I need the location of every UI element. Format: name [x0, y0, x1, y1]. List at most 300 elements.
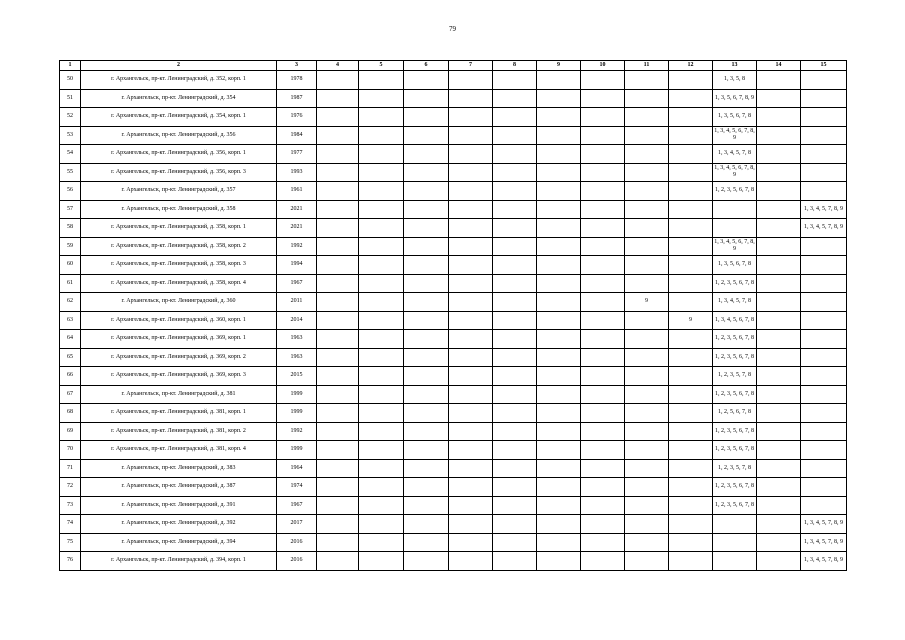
column-13-cell	[713, 515, 757, 534]
empty-cell	[449, 182, 493, 201]
year-cell: 2014	[277, 311, 317, 330]
empty-cell	[581, 552, 625, 571]
empty-cell	[493, 496, 537, 515]
empty-cell	[359, 533, 404, 552]
column-13-cell: 1, 2, 3, 5, 6, 7, 8	[713, 348, 757, 367]
empty-cell	[537, 422, 581, 441]
column-11-cell	[625, 256, 669, 275]
empty-cell	[581, 182, 625, 201]
empty-cell	[317, 182, 359, 201]
column-15-cell: 1, 3, 4, 5, 7, 8, 9	[801, 533, 847, 552]
empty-cell	[404, 163, 449, 182]
empty-cell	[359, 256, 404, 275]
empty-cell	[449, 126, 493, 145]
empty-cell	[449, 367, 493, 386]
empty-cell	[757, 478, 801, 497]
empty-cell	[449, 385, 493, 404]
empty-cell	[757, 348, 801, 367]
address-cell: г. Архангельск, пр-кт. Ленинградский, д. 356, корп. 3	[81, 163, 277, 182]
row-number-cell: 55	[60, 163, 81, 182]
empty-cell	[317, 274, 359, 293]
empty-cell	[359, 237, 404, 256]
empty-cell	[757, 126, 801, 145]
empty-cell	[757, 256, 801, 275]
empty-cell	[537, 126, 581, 145]
empty-cell	[449, 478, 493, 497]
empty-cell	[581, 200, 625, 219]
year-cell: 2015	[277, 367, 317, 386]
empty-cell	[404, 71, 449, 90]
empty-cell	[493, 89, 537, 108]
column-12-cell	[669, 108, 713, 127]
row-number-cell: 51	[60, 89, 81, 108]
table-row	[60, 533, 847, 552]
empty-cell	[537, 274, 581, 293]
column-header-9: 9	[537, 61, 581, 71]
column-15-cell	[801, 348, 847, 367]
empty-cell	[757, 237, 801, 256]
row-number-cell: 62	[60, 293, 81, 312]
column-12-cell: 9	[669, 311, 713, 330]
column-12-cell	[669, 274, 713, 293]
row-number-cell: 74	[60, 515, 81, 534]
empty-cell	[581, 496, 625, 515]
empty-cell	[404, 552, 449, 571]
empty-cell	[757, 515, 801, 534]
year-cell: 1961	[277, 182, 317, 201]
empty-cell	[404, 515, 449, 534]
column-11-cell	[625, 108, 669, 127]
empty-cell	[317, 533, 359, 552]
row-number-cell: 50	[60, 71, 81, 90]
empty-cell	[757, 533, 801, 552]
table-row	[60, 182, 847, 201]
table-row	[60, 200, 847, 219]
empty-cell	[317, 293, 359, 312]
empty-cell	[404, 126, 449, 145]
empty-cell	[317, 496, 359, 515]
column-header-1: 1	[60, 61, 81, 71]
column-header-2: 2	[81, 61, 277, 71]
empty-cell	[404, 274, 449, 293]
column-11-cell	[625, 200, 669, 219]
empty-cell	[449, 552, 493, 571]
row-number-cell: 52	[60, 108, 81, 127]
table-row	[60, 330, 847, 349]
address-cell: г. Архангельск, пр-кт. Ленинградский, д. 392	[81, 515, 277, 534]
column-header-13: 13	[713, 61, 757, 71]
address-cell: г. Архангельск, пр-кт. Ленинградский, д. 360, корп. 1	[81, 311, 277, 330]
column-15-cell	[801, 237, 847, 256]
address-cell: г. Архангельск, пр-кт. Ленинградский, д. 369, корп. 1	[81, 330, 277, 349]
row-number-cell: 61	[60, 274, 81, 293]
empty-cell	[493, 126, 537, 145]
empty-cell	[359, 330, 404, 349]
column-header-12: 12	[669, 61, 713, 71]
empty-cell	[581, 71, 625, 90]
empty-cell	[493, 145, 537, 164]
table-row	[60, 515, 847, 534]
row-number-cell: 53	[60, 126, 81, 145]
year-cell: 1994	[277, 256, 317, 275]
column-12-cell	[669, 71, 713, 90]
column-13-cell: 1, 2, 3, 5, 6, 7, 8	[713, 478, 757, 497]
empty-cell	[757, 367, 801, 386]
column-15-cell	[801, 274, 847, 293]
table-row	[60, 404, 847, 423]
column-11-cell	[625, 533, 669, 552]
row-number-cell: 60	[60, 256, 81, 275]
column-header-6: 6	[404, 61, 449, 71]
empty-cell	[757, 145, 801, 164]
empty-cell	[581, 478, 625, 497]
empty-cell	[757, 293, 801, 312]
row-number-cell: 71	[60, 459, 81, 478]
address-cell: г. Архангельск, пр-кт. Ленинградский, д. 354	[81, 89, 277, 108]
column-11-cell	[625, 163, 669, 182]
column-11-cell	[625, 126, 669, 145]
address-cell: г. Архангельск, пр-кт. Ленинградский, д. 391	[81, 496, 277, 515]
year-cell: 2016	[277, 552, 317, 571]
column-12-cell	[669, 441, 713, 460]
column-15-cell: 1, 3, 4, 5, 7, 8, 9	[801, 552, 847, 571]
empty-cell	[581, 274, 625, 293]
empty-cell	[317, 515, 359, 534]
empty-cell	[581, 348, 625, 367]
year-cell: 1963	[277, 348, 317, 367]
address-cell: г. Архангельск, пр-кт. Ленинградский, д. 352, корп. 1	[81, 71, 277, 90]
empty-cell	[537, 182, 581, 201]
column-13-cell: 1, 2, 3, 5, 7, 8	[713, 459, 757, 478]
year-cell: 2021	[277, 200, 317, 219]
empty-cell	[359, 126, 404, 145]
empty-cell	[404, 385, 449, 404]
empty-cell	[537, 533, 581, 552]
empty-cell	[449, 515, 493, 534]
empty-cell	[449, 311, 493, 330]
empty-cell	[493, 348, 537, 367]
column-12-cell	[669, 256, 713, 275]
empty-cell	[404, 533, 449, 552]
empty-cell	[359, 274, 404, 293]
column-12-cell	[669, 89, 713, 108]
column-11-cell	[625, 385, 669, 404]
table-row	[60, 274, 847, 293]
row-number-cell: 72	[60, 478, 81, 497]
empty-cell	[581, 145, 625, 164]
empty-cell	[449, 200, 493, 219]
empty-cell	[317, 422, 359, 441]
empty-cell	[404, 237, 449, 256]
empty-cell	[537, 330, 581, 349]
empty-cell	[317, 89, 359, 108]
address-cell: г. Архангельск, пр-кт. Ленинградский, д. 358, корп. 4	[81, 274, 277, 293]
empty-cell	[404, 200, 449, 219]
year-cell: 1967	[277, 274, 317, 293]
year-cell: 1992	[277, 237, 317, 256]
empty-cell	[317, 385, 359, 404]
year-cell: 1964	[277, 459, 317, 478]
empty-cell	[449, 256, 493, 275]
column-12-cell	[669, 404, 713, 423]
empty-cell	[449, 237, 493, 256]
column-15-cell	[801, 385, 847, 404]
column-header-8: 8	[493, 61, 537, 71]
empty-cell	[493, 182, 537, 201]
empty-cell	[359, 311, 404, 330]
empty-cell	[537, 441, 581, 460]
empty-cell	[581, 108, 625, 127]
year-cell: 1999	[277, 404, 317, 423]
empty-cell	[317, 256, 359, 275]
column-11-cell	[625, 182, 669, 201]
address-cell: г. Архангельск, пр-кт. Ленинградский, д. 381, корп. 1	[81, 404, 277, 423]
empty-cell	[359, 89, 404, 108]
column-13-cell: 1, 2, 3, 5, 6, 7, 8	[713, 274, 757, 293]
empty-cell	[581, 422, 625, 441]
empty-cell	[757, 404, 801, 423]
row-number-cell: 58	[60, 219, 81, 238]
address-cell: г. Архангельск, пр-кт. Ленинградский, д. 354, корп. 1	[81, 108, 277, 127]
column-11-cell	[625, 552, 669, 571]
column-15-cell	[801, 293, 847, 312]
empty-cell	[359, 163, 404, 182]
empty-cell	[359, 145, 404, 164]
column-15-cell	[801, 404, 847, 423]
address-cell: г. Архангельск, пр-кт. Ленинградский, д. 358, корп. 2	[81, 237, 277, 256]
table-row	[60, 385, 847, 404]
address-cell: г. Архангельск, пр-кт. Ленинградский, д. 358, корп. 3	[81, 256, 277, 275]
empty-cell	[581, 293, 625, 312]
year-cell: 1977	[277, 145, 317, 164]
empty-cell	[537, 404, 581, 423]
row-number-cell: 64	[60, 330, 81, 349]
column-13-cell	[713, 219, 757, 238]
column-11-cell	[625, 422, 669, 441]
column-13-cell: 1, 3, 4, 5, 6, 7, 8, 9	[713, 163, 757, 182]
column-13-cell: 1, 2, 3, 5, 6, 7, 8	[713, 496, 757, 515]
empty-cell	[359, 219, 404, 238]
column-12-cell	[669, 367, 713, 386]
empty-cell	[493, 311, 537, 330]
empty-cell	[359, 108, 404, 127]
column-12-cell	[669, 459, 713, 478]
empty-cell	[359, 293, 404, 312]
column-11-cell	[625, 404, 669, 423]
empty-cell	[493, 459, 537, 478]
empty-cell	[359, 348, 404, 367]
table-row	[60, 89, 847, 108]
row-number-cell: 66	[60, 367, 81, 386]
column-12-cell	[669, 552, 713, 571]
row-number-cell: 63	[60, 311, 81, 330]
address-cell: г. Архангельск, пр-кт. Ленинградский, д. 381, корп. 4	[81, 441, 277, 460]
empty-cell	[493, 330, 537, 349]
empty-cell	[449, 219, 493, 238]
column-12-cell	[669, 237, 713, 256]
empty-cell	[449, 496, 493, 515]
empty-cell	[537, 256, 581, 275]
empty-cell	[581, 533, 625, 552]
empty-cell	[404, 478, 449, 497]
column-11-cell	[625, 478, 669, 497]
empty-cell	[404, 293, 449, 312]
header-row	[60, 61, 847, 71]
empty-cell	[317, 71, 359, 90]
empty-cell	[404, 459, 449, 478]
column-11-cell	[625, 311, 669, 330]
column-15-cell	[801, 459, 847, 478]
empty-cell	[757, 219, 801, 238]
empty-cell	[581, 163, 625, 182]
column-13-cell	[713, 533, 757, 552]
column-12-cell	[669, 200, 713, 219]
column-15-cell: 1, 3, 4, 5, 7, 8, 9	[801, 515, 847, 534]
empty-cell	[757, 200, 801, 219]
column-15-cell	[801, 89, 847, 108]
table-row	[60, 311, 847, 330]
empty-cell	[581, 126, 625, 145]
year-cell: 1976	[277, 108, 317, 127]
empty-cell	[493, 422, 537, 441]
empty-cell	[449, 293, 493, 312]
column-12-cell	[669, 515, 713, 534]
empty-cell	[757, 385, 801, 404]
column-13-cell: 1, 3, 4, 5, 7, 8	[713, 293, 757, 312]
empty-cell	[757, 71, 801, 90]
empty-cell	[317, 200, 359, 219]
empty-cell	[537, 385, 581, 404]
column-12-cell	[669, 330, 713, 349]
empty-cell	[449, 404, 493, 423]
empty-cell	[493, 163, 537, 182]
empty-cell	[359, 71, 404, 90]
table-row	[60, 441, 847, 460]
empty-cell	[581, 385, 625, 404]
table-row	[60, 552, 847, 571]
empty-cell	[359, 478, 404, 497]
empty-cell	[581, 515, 625, 534]
empty-cell	[757, 108, 801, 127]
empty-cell	[404, 219, 449, 238]
empty-cell	[581, 237, 625, 256]
empty-cell	[537, 496, 581, 515]
table-row	[60, 293, 847, 312]
empty-cell	[317, 330, 359, 349]
empty-cell	[359, 441, 404, 460]
empty-cell	[493, 274, 537, 293]
address-cell: г. Архангельск, пр-кт. Ленинградский, д. 394, корп. 1	[81, 552, 277, 571]
housing-table	[59, 60, 847, 571]
empty-cell	[757, 182, 801, 201]
address-cell: г. Архангельск, пр-кт. Ленинградский, д. 394	[81, 533, 277, 552]
empty-cell	[757, 163, 801, 182]
empty-cell	[317, 367, 359, 386]
empty-cell	[404, 367, 449, 386]
column-12-cell	[669, 219, 713, 238]
year-cell: 1999	[277, 385, 317, 404]
empty-cell	[757, 311, 801, 330]
empty-cell	[404, 311, 449, 330]
address-cell: г. Архангельск, пр-кт. Ленинградский, д. 356	[81, 126, 277, 145]
empty-cell	[404, 182, 449, 201]
row-number-cell: 69	[60, 422, 81, 441]
table-row	[60, 478, 847, 497]
column-header-11: 11	[625, 61, 669, 71]
column-15-cell	[801, 108, 847, 127]
row-number-cell: 59	[60, 237, 81, 256]
year-cell: 2021	[277, 219, 317, 238]
column-header-7: 7	[449, 61, 493, 71]
empty-cell	[449, 89, 493, 108]
column-13-cell: 1, 2, 3, 5, 6, 7, 8	[713, 385, 757, 404]
empty-cell	[537, 293, 581, 312]
empty-cell	[359, 385, 404, 404]
column-13-cell: 1, 3, 5, 6, 7, 8	[713, 108, 757, 127]
table-row	[60, 126, 847, 145]
empty-cell	[317, 348, 359, 367]
empty-cell	[757, 441, 801, 460]
empty-cell	[537, 145, 581, 164]
empty-cell	[757, 552, 801, 571]
column-15-cell	[801, 441, 847, 460]
column-15-cell	[801, 126, 847, 145]
column-15-cell	[801, 311, 847, 330]
empty-cell	[581, 441, 625, 460]
column-13-cell: 1, 3, 4, 5, 7, 8	[713, 145, 757, 164]
empty-cell	[317, 552, 359, 571]
column-13-cell: 1, 3, 4, 5, 6, 7, 8	[713, 311, 757, 330]
address-cell: г. Архангельск, пр-кт. Ленинградский, д. 360	[81, 293, 277, 312]
table-row	[60, 496, 847, 515]
empty-cell	[757, 330, 801, 349]
row-number-cell: 76	[60, 552, 81, 571]
empty-cell	[404, 89, 449, 108]
empty-cell	[449, 71, 493, 90]
column-13-cell: 1, 3, 5, 8	[713, 71, 757, 90]
column-13-cell	[713, 552, 757, 571]
empty-cell	[359, 200, 404, 219]
column-header-15: 15	[801, 61, 847, 71]
empty-cell	[449, 274, 493, 293]
column-15-cell	[801, 71, 847, 90]
column-header-5: 5	[359, 61, 404, 71]
empty-cell	[404, 422, 449, 441]
row-number-cell: 65	[60, 348, 81, 367]
column-11-cell	[625, 330, 669, 349]
year-cell: 1999	[277, 441, 317, 460]
year-cell: 1963	[277, 330, 317, 349]
address-cell: г. Архангельск, пр-кт. Ленинградский, д. 369, корп. 2	[81, 348, 277, 367]
year-cell: 2011	[277, 293, 317, 312]
empty-cell	[359, 404, 404, 423]
empty-cell	[537, 367, 581, 386]
address-cell: г. Архангельск, пр-кт. Ленинградский, д. 356, корп. 1	[81, 145, 277, 164]
empty-cell	[359, 459, 404, 478]
empty-cell	[537, 163, 581, 182]
table-row	[60, 422, 847, 441]
empty-cell	[449, 330, 493, 349]
empty-cell	[493, 71, 537, 90]
empty-cell	[537, 200, 581, 219]
table-row	[60, 459, 847, 478]
year-cell: 1992	[277, 422, 317, 441]
column-15-cell	[801, 496, 847, 515]
column-11-cell	[625, 237, 669, 256]
table-row	[60, 71, 847, 90]
row-number-cell: 67	[60, 385, 81, 404]
empty-cell	[317, 459, 359, 478]
